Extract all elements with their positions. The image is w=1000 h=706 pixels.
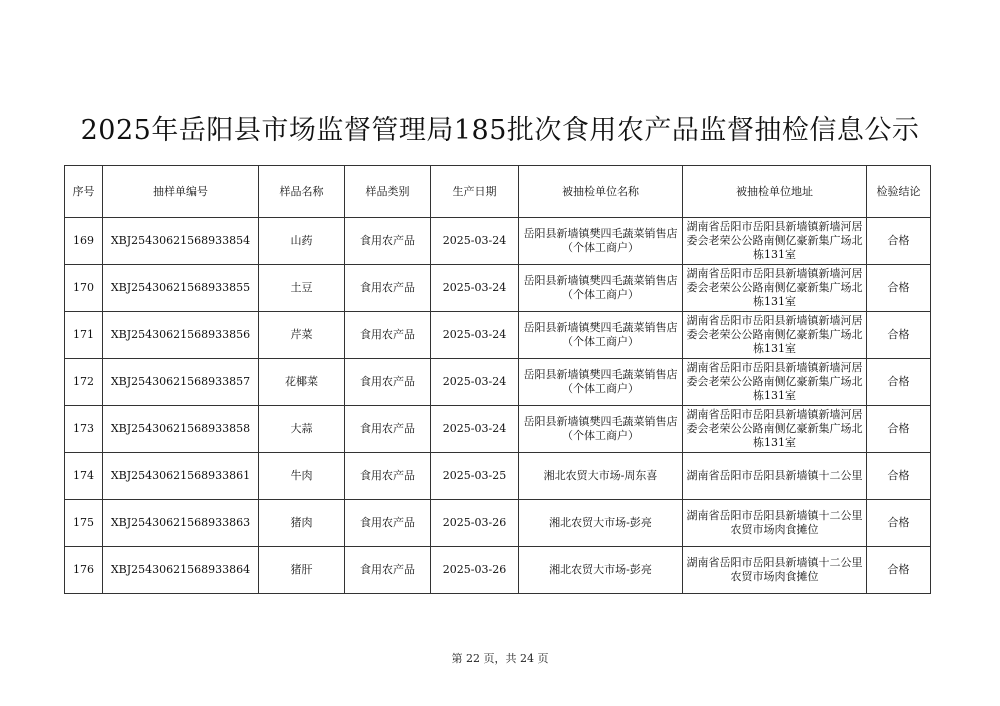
cell-sample-category: 食用农产品 [345, 406, 431, 453]
cell-sample-code: XBJ25430621568933858 [103, 406, 259, 453]
cell-result: 合格 [867, 312, 931, 359]
cell-inspected-unit: 岳阳县新墙镇樊四毛蔬菜销售店（个体工商户） [519, 218, 683, 265]
cell-sample-code: XBJ25430621568933855 [103, 265, 259, 312]
header-cell: 抽样单编号 [103, 166, 259, 218]
cell-no: 172 [65, 359, 103, 406]
cell-inspected-unit: 湘北农贸大市场-彭亮 [519, 547, 683, 594]
table-body [65, 218, 931, 594]
cell-sample-category: 食用农产品 [345, 547, 431, 594]
table-row [65, 218, 931, 265]
table-row [65, 359, 931, 406]
cell-result: 合格 [867, 218, 931, 265]
cell-production-date: 2025-03-26 [431, 500, 519, 547]
cell-inspected-unit: 岳阳县新墙镇樊四毛蔬菜销售店（个体工商户） [519, 265, 683, 312]
cell-inspected-unit: 岳阳县新墙镇樊四毛蔬菜销售店（个体工商户） [519, 312, 683, 359]
header-cell: 被抽检单位地址 [683, 166, 867, 218]
cell-inspected-unit: 岳阳县新墙镇樊四毛蔬菜销售店（个体工商户） [519, 406, 683, 453]
cell-unit-address: 湖南省岳阳市岳阳县新墙镇新墙河居委会老荣公公路南侧亿豪新集广场北栋131室 [683, 359, 867, 406]
cell-result: 合格 [867, 406, 931, 453]
cell-sample-name: 猪肝 [259, 547, 345, 594]
cell-sample-name: 山药 [259, 218, 345, 265]
cell-no: 174 [65, 453, 103, 500]
cell-production-date: 2025-03-26 [431, 547, 519, 594]
cell-sample-code: XBJ25430621568933864 [103, 547, 259, 594]
cell-sample-code: XBJ25430621568933863 [103, 500, 259, 547]
cell-sample-category: 食用农产品 [345, 218, 431, 265]
cell-no: 170 [65, 265, 103, 312]
cell-result: 合格 [867, 359, 931, 406]
cell-no: 171 [65, 312, 103, 359]
header-cell: 被抽检单位名称 [519, 166, 683, 218]
table-row [65, 406, 931, 453]
inspection-table [64, 165, 931, 594]
cell-sample-code: XBJ25430621568933857 [103, 359, 259, 406]
cell-unit-address: 湖南省岳阳市岳阳县新墙镇新墙河居委会老荣公公路南侧亿豪新集广场北栋131室 [683, 218, 867, 265]
header-cell: 检验结论 [867, 166, 931, 218]
cell-unit-address: 湖南省岳阳市岳阳县新墙镇十二公里农贸市场肉食摊位 [683, 547, 867, 594]
table-row [65, 500, 931, 547]
cell-result: 合格 [867, 500, 931, 547]
cell-unit-address: 湖南省岳阳市岳阳县新墙镇新墙河居委会老荣公公路南侧亿豪新集广场北栋131室 [683, 406, 867, 453]
cell-sample-name: 花椰菜 [259, 359, 345, 406]
table-row [65, 312, 931, 359]
cell-sample-code: XBJ25430621568933854 [103, 218, 259, 265]
cell-sample-category: 食用农产品 [345, 312, 431, 359]
cell-sample-name: 猪肉 [259, 500, 345, 547]
cell-unit-address: 湖南省岳阳市岳阳县新墙镇十二公里农贸市场肉食摊位 [683, 500, 867, 547]
cell-no: 176 [65, 547, 103, 594]
cell-inspected-unit: 湘北农贸大市场-周东喜 [519, 453, 683, 500]
table-row [65, 265, 931, 312]
cell-inspected-unit: 岳阳县新墙镇樊四毛蔬菜销售店（个体工商户） [519, 359, 683, 406]
cell-production-date: 2025-03-24 [431, 265, 519, 312]
cell-sample-name: 芹菜 [259, 312, 345, 359]
cell-sample-code: XBJ25430621568933861 [103, 453, 259, 500]
cell-sample-category: 食用农产品 [345, 500, 431, 547]
cell-production-date: 2025-03-24 [431, 218, 519, 265]
cell-unit-address: 湖南省岳阳市岳阳县新墙镇十二公里 [683, 453, 867, 500]
cell-production-date: 2025-03-24 [431, 312, 519, 359]
cell-result: 合格 [867, 547, 931, 594]
cell-production-date: 2025-03-25 [431, 453, 519, 500]
header-cell: 生产日期 [431, 166, 519, 218]
cell-sample-name: 牛肉 [259, 453, 345, 500]
cell-result: 合格 [867, 453, 931, 500]
cell-sample-name: 大蒜 [259, 406, 345, 453]
cell-result: 合格 [867, 265, 931, 312]
cell-sample-code: XBJ25430621568933856 [103, 312, 259, 359]
header-cell: 样品名称 [259, 166, 345, 218]
document-title: 2025年岳阳县市场监督管理局185批次食用农产品监督抽检信息公示 [80, 115, 920, 146]
table-header-row [65, 166, 931, 218]
cell-inspected-unit: 湘北农贸大市场-彭亮 [519, 500, 683, 547]
header-cell: 样品类别 [345, 166, 431, 218]
cell-production-date: 2025-03-24 [431, 359, 519, 406]
cell-no: 169 [65, 218, 103, 265]
cell-no: 173 [65, 406, 103, 453]
cell-sample-name: 土豆 [259, 265, 345, 312]
cell-unit-address: 湖南省岳阳市岳阳县新墙镇新墙河居委会老荣公公路南侧亿豪新集广场北栋131室 [683, 265, 867, 312]
cell-production-date: 2025-03-24 [431, 406, 519, 453]
cell-sample-category: 食用农产品 [345, 359, 431, 406]
cell-no: 175 [65, 500, 103, 547]
page-footer: 第 22 页，共 24 页 [451, 652, 549, 665]
table-row [65, 453, 931, 500]
cell-sample-category: 食用农产品 [345, 265, 431, 312]
cell-unit-address: 湖南省岳阳市岳阳县新墙镇新墙河居委会老荣公公路南侧亿豪新集广场北栋131室 [683, 312, 867, 359]
header-cell: 序号 [65, 166, 103, 218]
table-row [65, 547, 931, 594]
cell-sample-category: 食用农产品 [345, 453, 431, 500]
